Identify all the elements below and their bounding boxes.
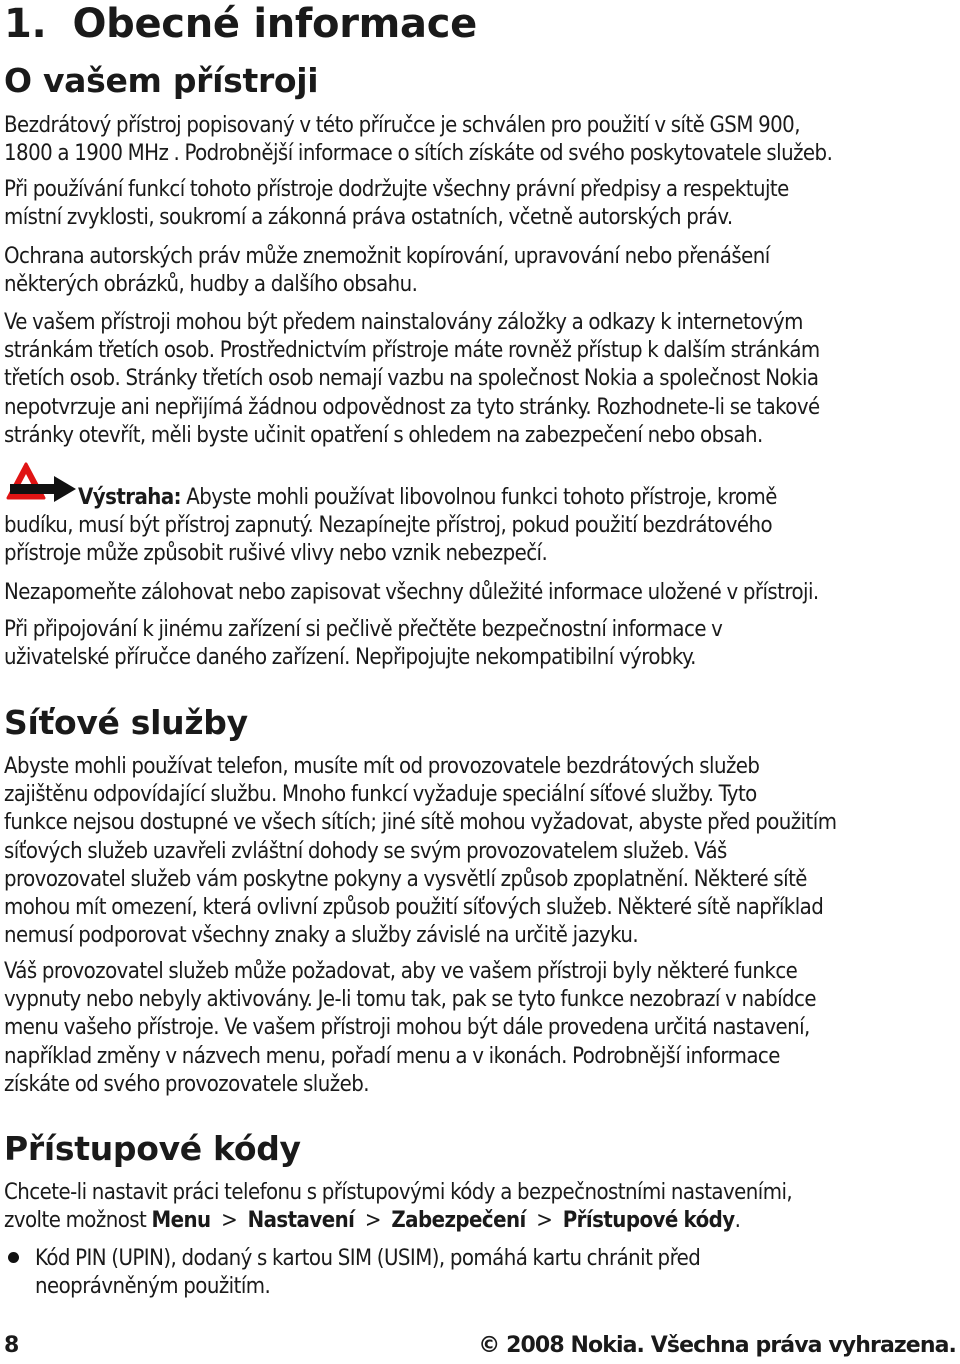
path-separator: > [221, 1208, 238, 1234]
text-line: menu vašeho přístroje. Ve vašem přístroji mohou být dále provedena určitá nastavení, [4, 1015, 810, 1041]
text-line: Při připojování k jinému zařízení si pečlivě přečtěte bezpečnostní informace v [4, 617, 723, 642]
text-line: uživatelské příručce daného zařízení. Nepřipojujte nekompatibilní výrobky. [4, 645, 696, 671]
text-line: zajištěnu odpovídající službu. Mnoho funkcí vyžaduje speciální síťové služby. Tyto [4, 782, 757, 808]
menu-path-item: Nastavení [247, 1208, 355, 1234]
menu-path-line [4, 1207, 960, 1235]
paragraph-third-party [4, 309, 960, 450]
section-heading-about: O vašem přístroji [4, 61, 319, 100]
paragraph-legal [4, 176, 960, 232]
warning-text: Abyste mohli používat libovolnou funkci tohoto přístroje, kromě [181, 485, 777, 510]
text-line: stránky otevřít, měli byste učinit opatření s ohledem na zabezpečení nebo obsah. [4, 422, 763, 448]
text-line: 1800 a 1900 MHz . Podrobnější informace o sítích získáte od svého poskytovatele služeb. [4, 141, 833, 167]
chapter-title [4, 0, 477, 48]
text-line: Kód PIN (UPIN), dodaný s kartou SIM (USIM), pomáhá kartu chránit před [35, 1246, 701, 1271]
text-line: Ve vašem přístroji mohou být předem nainstalovány záložky a odkazy k internetovým [4, 310, 803, 335]
paragraph-codes-intro [4, 1179, 960, 1235]
bullet-item-pin [35, 1245, 960, 1301]
text-line: například změny v názvech menu, pořadí menu a v ikonách. Podrobnější informace [4, 1043, 780, 1069]
menu-path-suffix: . [734, 1208, 741, 1234]
path-separator: > [364, 1208, 381, 1234]
text-line: přístroje může způsobit rušivé vlivy nebo vznik nebezpečí. [4, 541, 548, 567]
menu-path-item: Zabezpečení [391, 1208, 526, 1234]
text-line: stránkám třetích osob. Prostřednictvím přístroje máte rovněž přístup k dalším stránkám [4, 338, 820, 364]
text-line: síťových služeb uzavřeli zvláštní dohody se svým provozovatelem služeb. Váš [4, 838, 727, 864]
text-line: Váš provozovatel služeb může požadovat, aby ve vašem přístroji byly některé funkce [4, 959, 798, 984]
text-line: místní zvyklosti, soukromí a zákonná práva ostatních, včetně autorských práv. [4, 205, 733, 231]
bullet-icon [8, 1252, 19, 1263]
page-number: 8 [4, 1333, 19, 1358]
paragraph-copyright [4, 243, 960, 299]
copyright-footer: © 2008 Nokia. Všechna práva vyhrazena. [478, 1333, 956, 1358]
text-line: nemusí podporovat všechny znaky a služby závislé na určitě jazyku. [4, 923, 639, 949]
section-heading-network: Síťové služby [4, 703, 248, 742]
paragraph-gsm [4, 112, 960, 168]
menu-path-prefix: zvolte možnost [4, 1208, 152, 1234]
text-line: vypnuty nebo nebyly aktivovány. Je-li tomu tak, pak se tyto funkce nezobrazí v nabídce [4, 987, 817, 1013]
paragraph-network-services [4, 753, 960, 950]
text-line: funkce nejsou dostupné ve všech sítích; jiné sítě mohou vyžadovat, abyste před použitím [4, 810, 837, 836]
text-line: neoprávněným použitím. [35, 1274, 271, 1300]
text-line: provozovatel služeb vám poskytne pokyny a vysvětlí způsob zpoplatnění. Některé sítě [4, 866, 807, 892]
warning-label: Výstraha: [78, 485, 181, 510]
chapter-title-text: Obecné informace [72, 1, 477, 47]
paragraph-connect [4, 616, 960, 672]
text-line: některých obrázků, hudby a dalšího obsahu. [4, 272, 418, 298]
menu-path-item: Přístupové kódy [562, 1208, 735, 1234]
text-line: Ochrana autorských práv může znemožnit kopírování, upravování nebo přenášení [4, 244, 770, 269]
section-heading-codes: Přístupové kódy [4, 1129, 301, 1168]
text-line: budíku, musí být přístroj zapnutý. Nezapínejte přístroj, pokud použití bezdrátového [4, 513, 773, 539]
paragraph-backup [4, 579, 960, 607]
path-separator: > [536, 1208, 553, 1234]
text-line: Abyste mohli používat telefon, musíte mít od provozovatele bezdrátových služeb [4, 754, 760, 779]
text-line: nepotvrzuje ani nepřijímá žádnou odpovědnost za tyto stránky. Rozhodnete-li se takové [4, 394, 820, 420]
text-line: Nezapomeňte zálohovat nebo zapisovat všechny důležité informace uložené v přístroji. [4, 580, 819, 605]
warning-first-line [4, 484, 960, 512]
text-line: Při používání funkcí tohoto přístroje dodržujte všechny právní předpisy a respektujte [4, 177, 789, 202]
paragraph-provider-settings [4, 958, 960, 1099]
chapter-number: 1. [4, 1, 47, 47]
text-line: mohou mít omezení, která ovlivní způsob použití síťových služeb. Některé sítě například [4, 895, 824, 921]
warning-paragraph [4, 484, 960, 569]
text-line: Bezdrátový přístroj popisovaný v této příručce je schválen pro použití v sítě GSM 900, [4, 113, 800, 138]
text-line: získáte od svého provozovatele služeb. [4, 1071, 369, 1097]
text-line: Chcete-li nastavit práci telefonu s přístupovými kódy a bezpečnostními nastaveními, [4, 1180, 793, 1205]
menu-path-item: Menu [151, 1208, 211, 1234]
text-line: třetích osob. Stránky třetích osob nemají vazbu na společnost Nokia a společnost Nokia [4, 366, 819, 392]
